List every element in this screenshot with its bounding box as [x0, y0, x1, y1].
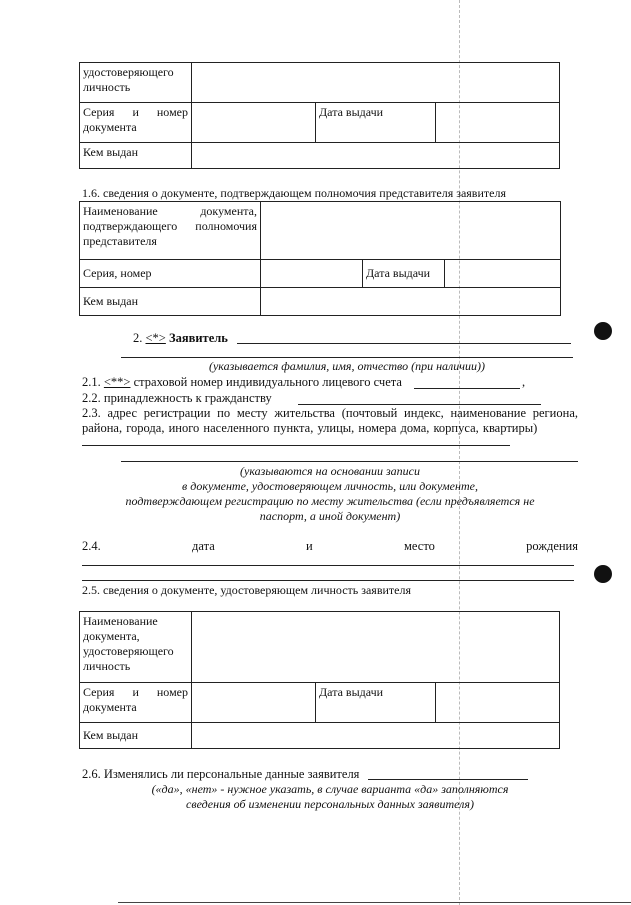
- snils-line[interactable]: [414, 388, 520, 389]
- identity-issue-date-label: Дата выдачи: [316, 683, 436, 723]
- birth-line-2[interactable]: [82, 580, 574, 581]
- authority-doc-name-field[interactable]: [261, 202, 561, 260]
- item-2-1-suffix: ,: [522, 375, 526, 389]
- section-2-title: Заявитель: [168, 331, 228, 345]
- birth-line-1[interactable]: [82, 565, 574, 566]
- item-2-3: 2.3. адрес регистрации по месту жительства (почтовый индекс, наименование региона, района, города, иного населенного пункта, улицы, номера дома, корпуса, квартиры): [82, 406, 578, 435]
- identity-issued-by-field[interactable]: [192, 723, 560, 749]
- issued-by-field[interactable]: [192, 143, 560, 169]
- doc-name-label: удостоверяющего личность: [80, 63, 192, 103]
- bottom-edge-line: [118, 902, 631, 903]
- item-2-5: 2.5. сведения о документе, удостоверяющем личность заявителя: [82, 583, 411, 597]
- authority-doc-name-label: Наименование документа, подтверждающего полномочия представителя: [80, 202, 261, 260]
- identity-issued-by-label: Кем выдан: [80, 723, 192, 749]
- citizenship-line[interactable]: [298, 404, 541, 405]
- section-1-6-heading: 1.6. сведения о документе, подтверждающем полномочия представителя заявителя: [82, 186, 506, 200]
- authority-document-table: [79, 201, 561, 316]
- item-2-1-prefix: 2.1.: [82, 375, 101, 389]
- item-2-1-marker: <**>: [103, 375, 131, 389]
- applicant-name-line-2: [121, 357, 573, 358]
- punch-hole-top: [594, 322, 612, 340]
- item-2-1-text: страховой номер индивидуального лицевого счета: [133, 375, 402, 389]
- authority-series-number-label: Серия, номер: [80, 260, 261, 288]
- item-2-2: 2.2. принадлежность к гражданству: [82, 391, 272, 405]
- identity-series-number-label: Серия и номер документа: [80, 683, 192, 723]
- authority-series-number-field[interactable]: [261, 260, 363, 288]
- identity-series-number-field[interactable]: [192, 683, 316, 723]
- item-2-6: 2.6. Изменялись ли персональные данные заявителя: [82, 767, 360, 781]
- identity-document-table-top: [79, 62, 560, 169]
- item-2-6-caption-1: («да», «нет» - нужное указать, в случае варианта «да» заполняются: [151, 782, 509, 796]
- authority-issue-date-label: Дата выдачи: [363, 260, 445, 288]
- identity-doc-name-field[interactable]: [192, 612, 560, 683]
- section-2-heading: [133, 331, 228, 346]
- applicant-name-line-1: [237, 343, 571, 344]
- section-2-marker: <*>: [145, 331, 166, 345]
- item-2-4: 2.4. дата и место рождения: [82, 539, 578, 553]
- series-number-field[interactable]: [192, 103, 316, 143]
- punch-hole-bottom: [594, 565, 612, 583]
- doc-name-field[interactable]: [192, 63, 560, 103]
- authority-issued-by-field[interactable]: [261, 288, 561, 316]
- address-line-2[interactable]: [121, 461, 578, 462]
- personal-data-changed-line[interactable]: [368, 779, 528, 780]
- authority-issued-by-label: Кем выдан: [80, 288, 261, 316]
- address-caption-3: подтверждающем регистрацию по месту жительства (если предъявляется не: [125, 494, 535, 508]
- identity-doc-name-label: Наименование документа, удостоверяющего личность: [80, 612, 192, 683]
- identity-document-table: [79, 611, 560, 749]
- item-2-6-caption-2: сведения об изменении персональных данных заявителя): [186, 797, 474, 811]
- address-caption-2: в документе, удостоверяющем личность, или документе,: [182, 479, 478, 493]
- series-number-label: Серия и номер документа: [80, 103, 192, 143]
- issue-date-label: Дата выдачи: [316, 103, 436, 143]
- address-caption-1: (указываются на основании записи: [240, 464, 420, 478]
- identity-issue-date-field[interactable]: [436, 683, 560, 723]
- item-2-1: [82, 375, 402, 390]
- issue-date-field[interactable]: [436, 103, 560, 143]
- authority-issue-date-field[interactable]: [445, 260, 561, 288]
- address-caption-4: паспорт, а иной документ): [259, 509, 401, 523]
- address-line-1[interactable]: [82, 445, 510, 446]
- issued-by-label: Кем выдан: [80, 143, 192, 169]
- section-2-number: 2.: [133, 331, 143, 345]
- applicant-name-caption: (указывается фамилия, имя, отчество (при наличии)): [208, 359, 486, 373]
